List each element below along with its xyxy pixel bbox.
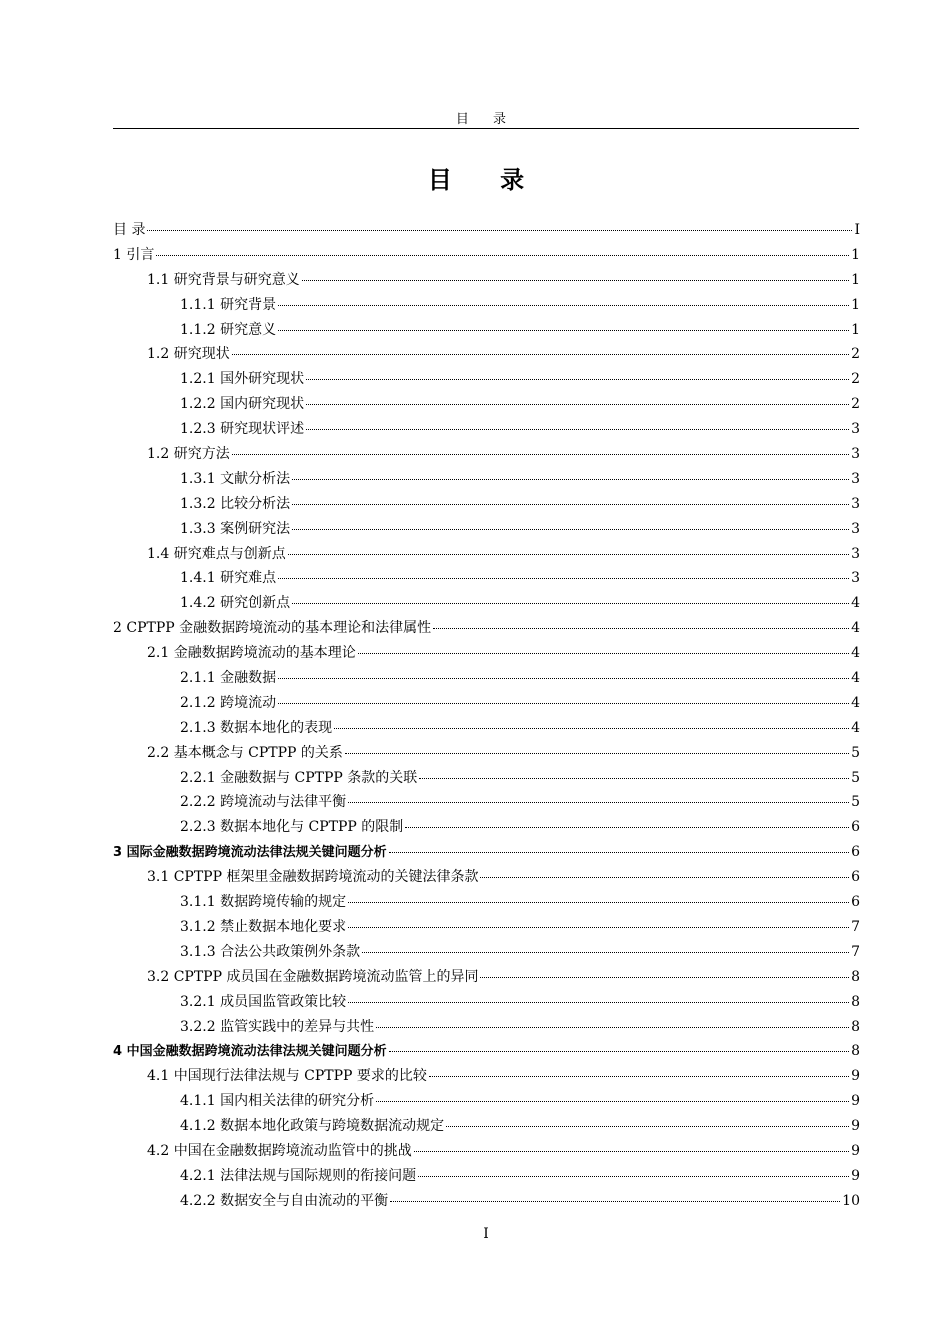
toc-entry-title: 1.2 研究现状 bbox=[147, 346, 230, 363]
toc-entry[interactable] bbox=[113, 1039, 860, 1064]
toc-entry[interactable] bbox=[113, 1064, 860, 1089]
toc-entry[interactable] bbox=[113, 915, 860, 940]
toc-dot-leader bbox=[278, 678, 849, 679]
header-rule bbox=[113, 128, 859, 129]
toc-entry-title: 2.1.1 金融数据 bbox=[180, 670, 277, 687]
toc-entry[interactable] bbox=[113, 865, 860, 890]
toc-entry-title: 3.1.3 合法公共政策例外条款 bbox=[180, 943, 361, 960]
toc-dot-leader bbox=[390, 1201, 840, 1202]
toc-dot-leader bbox=[302, 280, 849, 281]
toc-entry[interactable] bbox=[113, 218, 860, 243]
toc-entry-page: 4 bbox=[851, 595, 860, 612]
toc-entry-page: 5 bbox=[851, 794, 860, 811]
running-header: 目 录 bbox=[455, 112, 517, 127]
toc-entry-page: 4 bbox=[851, 670, 860, 687]
toc-entry-title: 1.4.1 研究难点 bbox=[180, 570, 277, 587]
toc-dot-leader bbox=[232, 454, 849, 455]
toc-entry-page: 5 bbox=[851, 769, 860, 786]
toc-dot-leader bbox=[278, 305, 849, 306]
toc-dot-leader bbox=[288, 554, 849, 555]
toc-entry[interactable] bbox=[113, 542, 860, 567]
toc-entry-page: 6 bbox=[851, 819, 860, 836]
toc-entry[interactable] bbox=[113, 965, 860, 990]
toc-entry-title: 3.2.1 成员国监管政策比较 bbox=[180, 993, 347, 1010]
toc-entry-page: 8 bbox=[851, 1018, 860, 1035]
toc-dot-leader bbox=[348, 927, 849, 928]
toc-entry-title: 2.1.2 跨境流动 bbox=[180, 694, 277, 711]
toc-dot-leader bbox=[278, 578, 849, 579]
toc-entry-page: 7 bbox=[851, 943, 860, 960]
toc-entry[interactable] bbox=[113, 815, 860, 840]
toc-dot-leader bbox=[362, 952, 849, 953]
toc-entry-title: 4.1 中国现行法律法规与 CPTPP 要求的比较 bbox=[147, 1068, 427, 1085]
toc-entry-page: 8 bbox=[851, 993, 860, 1010]
toc-dot-leader bbox=[429, 1076, 849, 1077]
toc-entry-title: 3 国际金融数据跨境流动法律法规关键问题分析 bbox=[113, 845, 387, 861]
toc-entry-title: 2.2.2 跨境流动与法律平衡 bbox=[180, 794, 347, 811]
toc-entry-title: 4 中国金融数据跨境流动法律法规关键问题分析 bbox=[113, 1044, 387, 1060]
toc-entry[interactable] bbox=[113, 790, 860, 815]
toc-dot-leader bbox=[292, 529, 849, 530]
toc-entry-page: 1 bbox=[851, 321, 860, 338]
toc-entry-title: 1.4 研究难点与创新点 bbox=[147, 545, 286, 562]
toc-entry[interactable] bbox=[113, 840, 860, 865]
toc-entry-title: 3.1.1 数据跨境传输的规定 bbox=[180, 894, 347, 911]
toc-dot-leader bbox=[480, 977, 849, 978]
toc-entry-page: 3 bbox=[851, 446, 860, 463]
toc-dot-leader bbox=[418, 1176, 849, 1177]
toc-entry-title: 目 录 bbox=[113, 222, 146, 238]
toc-entry-page: 5 bbox=[851, 744, 860, 761]
toc-dot-leader bbox=[232, 354, 849, 355]
toc-dot-leader bbox=[376, 1027, 849, 1028]
toc-dot-leader bbox=[480, 877, 849, 878]
toc-entry[interactable] bbox=[113, 990, 860, 1015]
toc-entry-page: 6 bbox=[851, 869, 860, 886]
toc-dot-leader bbox=[278, 703, 849, 704]
toc-entry-page: 2 bbox=[851, 346, 860, 363]
toc-dot-leader bbox=[278, 330, 849, 331]
toc-entry-title: 3.2 CPTPP 成员国在金融数据跨境流动监管上的异同 bbox=[147, 968, 479, 985]
toc-entry-page: 4 bbox=[851, 645, 860, 662]
toc-entry-title: 3.1 CPTPP 框架里金融数据跨境流动的关键法律条款 bbox=[147, 869, 479, 886]
toc-entry-page: 2 bbox=[851, 371, 860, 388]
toc-entry-title: 4.2.2 数据安全与自由流动的平衡 bbox=[180, 1192, 389, 1209]
toc-entry[interactable] bbox=[113, 442, 860, 467]
toc-entry-page: 1 bbox=[851, 271, 860, 288]
toc-dot-leader bbox=[389, 1051, 850, 1052]
toc-entry-page: 7 bbox=[851, 918, 860, 935]
toc-dot-leader bbox=[292, 479, 849, 480]
toc-entry-title: 4.2.1 法律法规与国际规则的衔接问题 bbox=[180, 1167, 417, 1184]
toc-entry-title: 4.1.2 数据本地化政策与跨境数据流动规定 bbox=[180, 1118, 445, 1135]
toc-entry-page: 4 bbox=[851, 719, 860, 736]
toc-entry[interactable] bbox=[113, 492, 860, 517]
toc-entry[interactable] bbox=[113, 417, 860, 442]
toc-entry-title: 1.4.2 研究创新点 bbox=[180, 595, 291, 612]
toc-entry-page: I bbox=[854, 222, 860, 238]
toc-entry[interactable] bbox=[113, 1015, 860, 1040]
toc-entry-title: 2.1 金融数据跨境流动的基本理论 bbox=[147, 645, 356, 662]
toc-entry-title: 3.2.2 监管实践中的差异与共性 bbox=[180, 1018, 375, 1035]
toc-dot-leader bbox=[292, 504, 849, 505]
toc-entry-page: 3 bbox=[851, 421, 860, 438]
toc-entry[interactable] bbox=[113, 1089, 860, 1114]
toc-entry[interactable] bbox=[113, 890, 860, 915]
toc-entry-page: 6 bbox=[851, 844, 860, 861]
toc-entry-title: 1.2.3 研究现状评述 bbox=[180, 421, 305, 438]
toc-entry-title: 1.1.1 研究背景 bbox=[180, 296, 277, 313]
toc-dot-leader bbox=[433, 628, 849, 629]
toc-entry[interactable] bbox=[113, 641, 860, 666]
toc-entry-page: 8 bbox=[851, 968, 860, 985]
toc-entry-page: 8 bbox=[851, 1043, 860, 1060]
toc-entry[interactable] bbox=[113, 616, 860, 641]
toc-dot-leader bbox=[147, 230, 852, 231]
toc-entry[interactable] bbox=[113, 716, 860, 741]
toc-entry-title: 1.1 研究背景与研究意义 bbox=[147, 271, 300, 288]
toc-entry-title: 2.1.3 数据本地化的表现 bbox=[180, 719, 333, 736]
toc-dot-leader bbox=[348, 802, 849, 803]
toc-entry-page: 4 bbox=[851, 694, 860, 711]
toc-entry-page: 9 bbox=[851, 1142, 860, 1159]
toc-entry[interactable] bbox=[113, 367, 860, 392]
toc-dot-leader bbox=[156, 255, 849, 256]
toc-entry-title: 2.2.3 数据本地化与 CPTPP 的限制 bbox=[180, 819, 404, 836]
toc-entry-title: 1.1.2 研究意义 bbox=[180, 321, 277, 338]
toc-entry-page: 1 bbox=[851, 246, 860, 263]
toc-entry-title: 1.2.2 国内研究现状 bbox=[180, 396, 305, 413]
toc-entry-page: 1 bbox=[851, 296, 860, 313]
toc-entry[interactable] bbox=[113, 268, 860, 293]
toc-entry-page: 4 bbox=[851, 620, 860, 637]
toc-dot-leader bbox=[348, 1002, 849, 1003]
toc-entry-title: 4.2 中国在金融数据跨境流动监管中的挑战 bbox=[147, 1142, 412, 1159]
toc-dot-leader bbox=[306, 404, 849, 405]
toc-entry-page: 9 bbox=[851, 1093, 860, 1110]
toc-entry[interactable] bbox=[113, 392, 860, 417]
page-number: I bbox=[483, 1226, 489, 1242]
toc-entry[interactable] bbox=[113, 517, 860, 542]
toc-entry[interactable] bbox=[113, 741, 860, 766]
toc-dot-leader bbox=[414, 1151, 849, 1152]
toc-entry-title: 4.1.1 国内相关法律的研究分析 bbox=[180, 1093, 375, 1110]
toc-entry[interactable] bbox=[113, 591, 860, 616]
table-of-contents bbox=[113, 218, 860, 1214]
toc-entry[interactable] bbox=[113, 766, 860, 791]
toc-entry[interactable] bbox=[113, 467, 860, 492]
toc-entry[interactable] bbox=[113, 293, 860, 318]
toc-entry-title: 1.3.3 案例研究法 bbox=[180, 520, 291, 537]
toc-dot-leader bbox=[389, 852, 850, 853]
toc-entry[interactable] bbox=[113, 566, 860, 591]
toc-entry-title: 1.2.1 国外研究现状 bbox=[180, 371, 305, 388]
toc-entry-page: 3 bbox=[851, 545, 860, 562]
toc-entry-page: 10 bbox=[842, 1192, 860, 1209]
toc-entry[interactable] bbox=[113, 1189, 860, 1214]
toc-entry[interactable] bbox=[113, 1114, 860, 1139]
toc-entry-title: 2.2.1 金融数据与 CPTPP 条款的关联 bbox=[180, 769, 418, 786]
toc-entry-title: 2.2 基本概念与 CPTPP 的关系 bbox=[147, 744, 343, 761]
toc-entry[interactable] bbox=[113, 318, 860, 343]
toc-entry[interactable] bbox=[113, 243, 860, 268]
page-title: 目 录 bbox=[427, 166, 545, 194]
toc-dot-leader bbox=[292, 603, 849, 604]
toc-entry[interactable] bbox=[113, 691, 860, 716]
toc-entry-page: 6 bbox=[851, 894, 860, 911]
toc-entry-title: 2 CPTPP 金融数据跨境流动的基本理论和法律属性 bbox=[113, 620, 432, 637]
toc-entry-title: 1.3.1 文献分析法 bbox=[180, 470, 291, 487]
toc-dot-leader bbox=[419, 778, 849, 779]
toc-dot-leader bbox=[306, 429, 849, 430]
toc-entry[interactable] bbox=[113, 666, 860, 691]
toc-dot-leader bbox=[376, 1101, 849, 1102]
toc-entry-page: 9 bbox=[851, 1167, 860, 1184]
toc-entry-title: 1.2 研究方法 bbox=[147, 446, 230, 463]
toc-entry-title: 1 引言 bbox=[113, 246, 155, 263]
toc-entry-page: 3 bbox=[851, 470, 860, 487]
toc-entry-page: 3 bbox=[851, 520, 860, 537]
toc-dot-leader bbox=[348, 902, 849, 903]
toc-dot-leader bbox=[306, 379, 849, 380]
toc-dot-leader bbox=[358, 653, 849, 654]
toc-entry[interactable] bbox=[113, 1139, 860, 1164]
toc-entry-page: 3 bbox=[851, 570, 860, 587]
toc-entry-title: 3.1.2 禁止数据本地化要求 bbox=[180, 918, 347, 935]
toc-dot-leader bbox=[345, 753, 849, 754]
toc-dot-leader bbox=[334, 728, 849, 729]
toc-entry-page: 9 bbox=[851, 1118, 860, 1135]
toc-entry-title: 1.3.2 比较分析法 bbox=[180, 495, 291, 512]
toc-entry[interactable] bbox=[113, 342, 860, 367]
toc-entry[interactable] bbox=[113, 1164, 860, 1189]
toc-entry-page: 3 bbox=[851, 495, 860, 512]
toc-dot-leader bbox=[446, 1126, 849, 1127]
toc-entry[interactable] bbox=[113, 940, 860, 965]
toc-entry-page: 9 bbox=[851, 1068, 860, 1085]
toc-entry-page: 2 bbox=[851, 396, 860, 413]
toc-dot-leader bbox=[405, 827, 849, 828]
